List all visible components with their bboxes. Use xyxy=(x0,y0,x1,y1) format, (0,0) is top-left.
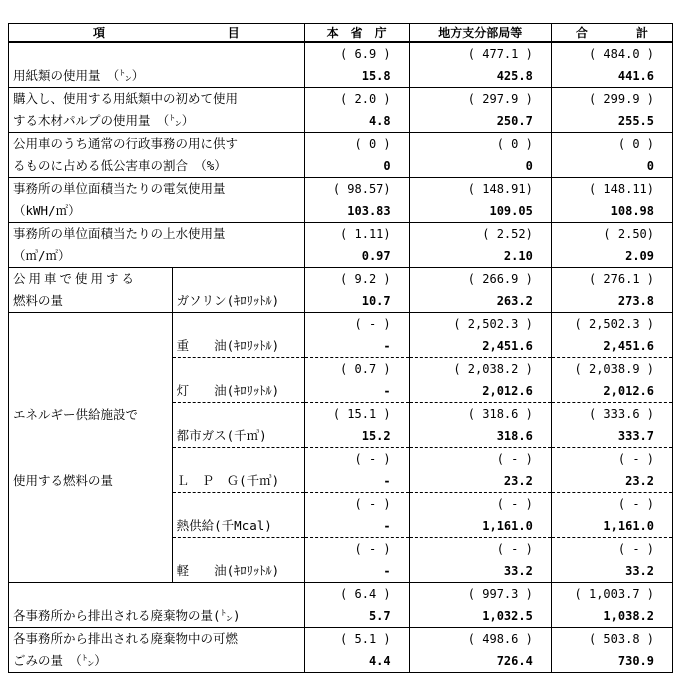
row-label-line2: 使用する燃料の量 xyxy=(13,472,114,488)
row-label: 用紙類の使用量 （㌧） xyxy=(13,68,145,83)
row-label-line1: 公用車のうち通常の行政事務の用に供す xyxy=(13,136,239,151)
total-curr: 441.6 xyxy=(617,69,654,83)
total-prev: ( 1,003.7 ) xyxy=(574,587,654,601)
regional-curr: 109.05 xyxy=(489,204,533,218)
table-header-row xyxy=(9,24,673,43)
row-label-line1: 事務所の単位面積当たりの電気使用量 xyxy=(13,181,226,196)
regional-prev: ( 2,502.3 ) xyxy=(453,317,533,331)
total-curr: 2,012.6 xyxy=(603,384,654,398)
row-label-line2: るものに占める低公害車の割合 （%） xyxy=(13,158,227,173)
ministry-curr: - xyxy=(383,339,391,353)
regional-curr: 33.2 xyxy=(503,564,533,578)
sub-item-label: ガソリン(ｷﾛﾘｯﾄﾙ) xyxy=(176,293,280,308)
total-prev: ( 484.0 ) xyxy=(588,47,654,61)
regional-prev: ( 2.52) xyxy=(482,227,533,241)
regional-prev: ( 297.9 ) xyxy=(467,92,533,106)
regional-curr: 1,161.0 xyxy=(482,519,533,533)
regional-prev: ( 148.91) xyxy=(467,182,533,196)
total-prev: ( - ) xyxy=(617,452,654,466)
header-regional: 地方支分部局等 xyxy=(409,24,551,43)
row-label: 各事務所から排出される廃棄物の量(㌧) xyxy=(13,608,241,623)
header-total xyxy=(551,24,672,43)
table-row xyxy=(9,178,673,223)
total-curr: 108.98 xyxy=(610,204,654,218)
header-item-right: 目 xyxy=(227,26,240,40)
sub-item-label: Ｌ Ｐ Ｇ(千㎥) xyxy=(176,473,280,488)
total-prev: ( - ) xyxy=(617,497,654,511)
ministry-prev: ( 98.57) xyxy=(332,182,391,196)
table-row xyxy=(9,133,673,178)
regional-prev: ( 498.6 ) xyxy=(467,632,533,646)
sub-item-label: 都市ガス(千㎥) xyxy=(176,428,267,443)
regional-curr: 2,451.6 xyxy=(482,339,533,353)
ministry-curr: 4.4 xyxy=(368,654,391,668)
total-curr: 23.2 xyxy=(625,474,654,488)
table-row xyxy=(9,88,673,133)
total-curr: 2,451.6 xyxy=(603,339,654,353)
regional-prev: ( - ) xyxy=(496,542,533,556)
ministry-prev: ( 2.0 ) xyxy=(340,92,391,106)
total-prev: ( 148.11) xyxy=(588,182,654,196)
header-total-right: 計 xyxy=(635,26,648,40)
regional-curr: 2,012.6 xyxy=(482,384,533,398)
statistics-table xyxy=(8,23,673,673)
header-item-left: 項 xyxy=(93,26,106,40)
total-curr: 33.2 xyxy=(625,564,654,578)
regional-curr: 23.2 xyxy=(503,474,533,488)
ministry-prev: ( 9.2 ) xyxy=(340,272,391,286)
sub-item-label: 軽 油(ｷﾛﾘｯﾄﾙ) xyxy=(176,563,280,578)
header-item xyxy=(9,24,305,43)
sub-item-label: 灯 油(ｷﾛﾘｯﾄﾙ) xyxy=(176,383,280,398)
ministry-curr: - xyxy=(383,564,391,578)
regional-curr: 263.2 xyxy=(496,294,533,308)
row-label-line1: 公用車で使用する xyxy=(13,271,138,286)
total-curr: 255.5 xyxy=(617,114,654,128)
row-label-line2: する木材パルプの使用量 （㌧） xyxy=(13,113,195,128)
regional-prev: ( - ) xyxy=(496,497,533,511)
regional-prev: ( 0 ) xyxy=(496,137,533,151)
ministry-prev: ( - ) xyxy=(354,542,391,556)
regional-curr: 0 xyxy=(525,159,533,173)
total-curr: 1,038.2 xyxy=(603,609,654,623)
ministry-curr: 4.8 xyxy=(368,114,391,128)
ministry-curr: 0 xyxy=(383,159,391,173)
header-ministry: 本 省 庁 xyxy=(304,24,409,43)
row-label-line2: （㎥/㎡） xyxy=(13,248,71,263)
table-row xyxy=(9,268,673,313)
regional-prev: ( 2,038.2 ) xyxy=(453,362,533,376)
table-row xyxy=(9,313,673,358)
table-row xyxy=(9,628,673,673)
ministry-curr: - xyxy=(383,474,391,488)
table-row xyxy=(9,42,673,88)
total-prev: ( 0 ) xyxy=(617,137,654,151)
row-label-line1: エネルギー供給施設で xyxy=(13,406,139,422)
ministry-curr: 10.7 xyxy=(361,294,391,308)
table-row xyxy=(9,223,673,268)
sub-item-label: 熱供給(千Mcal) xyxy=(176,518,272,533)
ministry-prev: ( 5.1 ) xyxy=(340,632,391,646)
row-label-line1: 購入し、使用する用紙類中の初めて使用 xyxy=(13,91,239,106)
row-label-line1: 事務所の単位面積当たりの上水使用量 xyxy=(13,226,226,241)
regional-curr: 250.7 xyxy=(496,114,533,128)
total-curr: 730.9 xyxy=(617,654,654,668)
regional-curr: 318.6 xyxy=(496,429,533,443)
row-label-line2: （kWH/㎡） xyxy=(13,203,81,218)
ministry-prev: ( 0 ) xyxy=(354,137,391,151)
ministry-prev: ( - ) xyxy=(354,317,391,331)
header-total-left: 合 xyxy=(575,26,588,40)
regional-prev: ( - ) xyxy=(496,452,533,466)
regional-prev: ( 318.6 ) xyxy=(467,407,533,421)
total-curr: 2.09 xyxy=(625,249,654,263)
ministry-prev: ( 15.1 ) xyxy=(332,407,391,421)
ministry-curr: 15.8 xyxy=(361,69,391,83)
total-prev: ( - ) xyxy=(617,542,654,556)
regional-prev: ( 266.9 ) xyxy=(467,272,533,286)
ministry-curr: 5.7 xyxy=(368,609,391,623)
total-curr: 0 xyxy=(646,159,654,173)
ministry-curr: 103.83 xyxy=(347,204,391,218)
row-label-line1: 各事務所から排出される廃棄物中の可燃 xyxy=(13,631,239,646)
sub-item-label: 重 油(ｷﾛﾘｯﾄﾙ) xyxy=(176,338,280,353)
ministry-curr: 0.97 xyxy=(361,249,391,263)
total-prev: ( 2,038.9 ) xyxy=(574,362,654,376)
ministry-prev: ( - ) xyxy=(354,497,391,511)
total-prev: ( 299.9 ) xyxy=(588,92,654,106)
ministry-prev: ( 6.4 ) xyxy=(340,587,391,601)
ministry-curr: - xyxy=(383,519,391,533)
ministry-prev: ( 6.9 ) xyxy=(340,47,391,61)
row-label-line2: ごみの量 （㌧） xyxy=(13,653,107,668)
ministry-curr: 15.2 xyxy=(361,429,391,443)
total-curr: 1,161.0 xyxy=(603,519,654,533)
total-prev: ( 276.1 ) xyxy=(588,272,654,286)
total-prev: ( 503.8 ) xyxy=(588,632,654,646)
total-curr: 273.8 xyxy=(617,294,654,308)
ministry-prev: ( 0.7 ) xyxy=(340,362,391,376)
regional-curr: 726.4 xyxy=(496,654,533,668)
row-label-line2: 燃料の量 xyxy=(13,293,64,308)
ministry-curr: - xyxy=(383,384,391,398)
regional-prev: ( 997.3 ) xyxy=(467,587,533,601)
total-prev: ( 2,502.3 ) xyxy=(574,317,654,331)
ministry-prev: ( - ) xyxy=(354,452,391,466)
total-prev: ( 333.6 ) xyxy=(588,407,654,421)
ministry-prev: ( 1.11) xyxy=(340,227,391,241)
table-row xyxy=(9,583,673,628)
total-curr: 333.7 xyxy=(617,429,654,443)
regional-prev: ( 477.1 ) xyxy=(467,47,533,61)
regional-curr: 2.10 xyxy=(503,249,533,263)
regional-curr: 1,032.5 xyxy=(482,609,533,623)
regional-curr: 425.8 xyxy=(496,69,533,83)
total-prev: ( 2.50) xyxy=(603,227,654,241)
